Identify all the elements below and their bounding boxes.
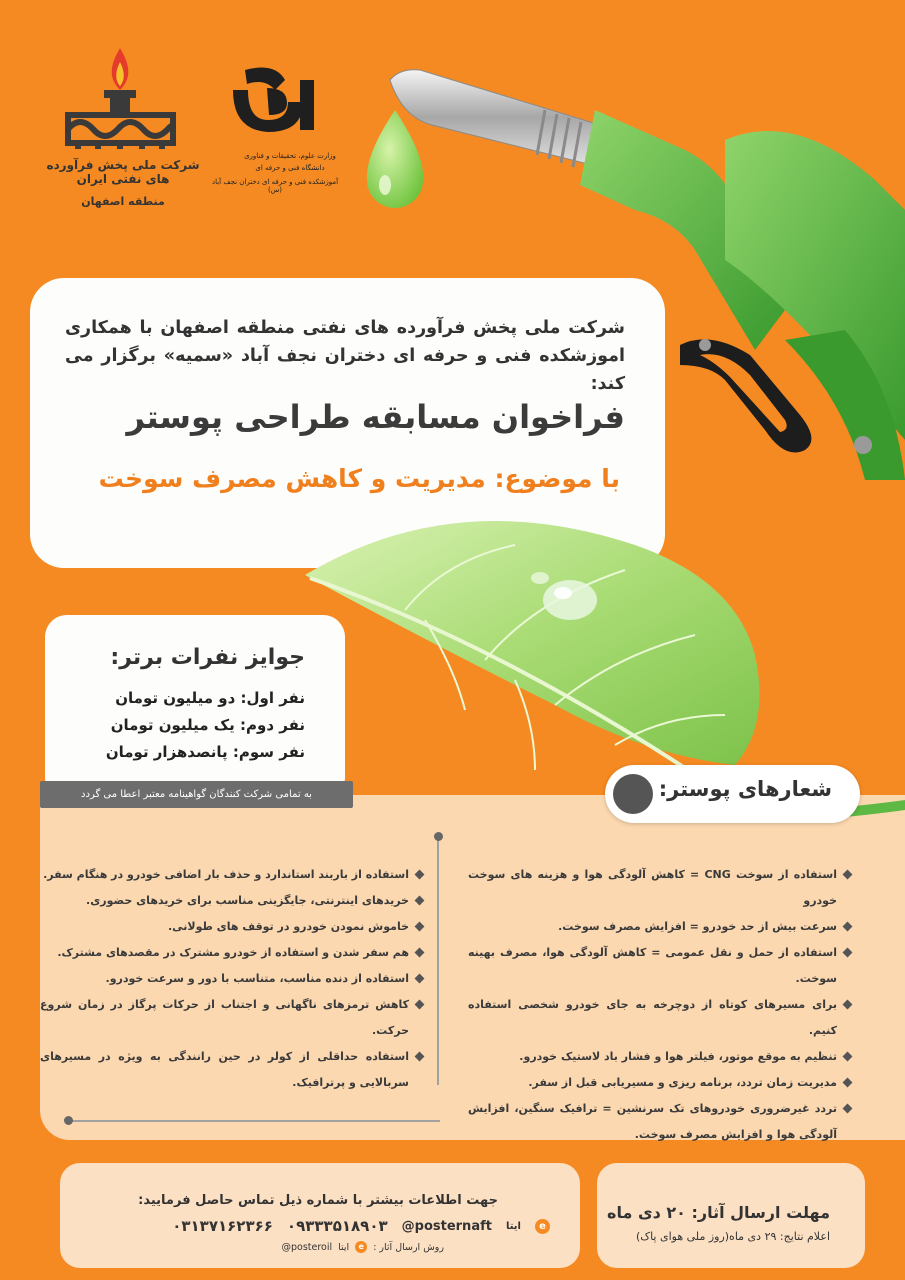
submission-deadline: مهلت ارسال آثار: ۲۰ دی ماه xyxy=(607,1203,830,1222)
intro-text: شرکت ملی پخش فرآورده های نفتی منطقه اصفهان با همکاری اموزشکده فنی و حرفه ای دختران نجف آباد «سمیه» برگزار می کند: xyxy=(65,318,625,394)
list-item: سرعت بیش از حد خودرو = افزایش مصرف سوخت. xyxy=(468,914,853,940)
list-item: استفاده از حمل و نقل عمومی = کاهش آلودگی هوا، مصرف بهینه سوخت. xyxy=(468,940,853,992)
list-item: هم سفر شدن و استفاده از خودرو مشترک در مقصدهای مشترک. xyxy=(40,940,425,966)
phone-landline[interactable]: ۰۳۱۳۷۱۶۲۳۶۶ xyxy=(172,1217,273,1235)
list-item: استفاده از باربند استاندارد و حذف بار اضافی خودرو در هنگام سفر. xyxy=(40,862,425,888)
list-item: خاموش نمودن خودرو در توقف های طولانی. xyxy=(40,914,425,940)
contact-card xyxy=(60,1163,580,1268)
eita-label: ایتا xyxy=(338,1241,350,1253)
prize-first: نفر اول: دو میلیون تومان xyxy=(115,689,305,707)
divider-dot xyxy=(64,1116,73,1125)
prize-second: نفر دوم: یک میلیون تومان xyxy=(110,716,305,734)
contact-numbers xyxy=(172,1217,550,1235)
eita-icon: e xyxy=(355,1241,367,1253)
deadline-card xyxy=(597,1163,865,1268)
tvu-line1: وزارت علوم، تحقیقات و فناوری xyxy=(244,152,336,160)
list-item: استفاده از سوخت CNG = کاهش آلودگی هوا و هزینه های سوخت خودرو xyxy=(468,862,853,914)
eita-id[interactable]: @posternaft xyxy=(401,1218,492,1234)
results-date: اعلام نتایج: ۲۹ دی ماه(روز ملی هوای پاک) xyxy=(635,1230,830,1243)
list-item: برای مسیرهای کوتاه از دوچرخه به جای خودرو شخصی استفاده کنیم. xyxy=(468,992,853,1044)
tvu-line2: دانشگاه فنی و حرفه ای xyxy=(255,164,325,172)
slogans-list-right xyxy=(468,862,853,1148)
prizes-card xyxy=(45,615,345,800)
column-divider xyxy=(437,835,439,1085)
slogans-title: شعارهای پوستر: xyxy=(658,777,832,801)
certificate-note: به تمامی شرکت کنندگان گواهینامه معتبر اعطا می گردد xyxy=(40,781,353,808)
send-id[interactable]: @posteroil xyxy=(281,1241,333,1253)
list-item: مدیریت زمان تردد، برنامه ریزی و مسیریابی قبل از سفر. xyxy=(468,1070,853,1096)
list-item: استفاده از دنده مناسب، متناسب با دور و سرعت خودرو. xyxy=(40,966,425,992)
nioc-name: شرکت ملی پخش فرآورده های نفتی ایران xyxy=(46,158,200,186)
bottom-divider xyxy=(70,1120,440,1122)
slogans-title-tag xyxy=(605,765,860,823)
send-method xyxy=(282,1241,445,1253)
nioc-region: منطقه اصفهان xyxy=(81,195,165,208)
prizes-list xyxy=(106,685,305,766)
slogans-list-left xyxy=(40,862,425,1096)
eita-label: ایتا xyxy=(505,1220,521,1232)
tvu-logo xyxy=(205,60,345,210)
send-label: روش ارسال آثار : xyxy=(373,1241,444,1253)
list-item: خریدهای اینترنتی، جایگزینی مناسب برای خریدهای حضوری. xyxy=(40,888,425,914)
list-item: استفاده حداقلی از کولر در حین رانندگی به ویژه در مسیرهای سربالایی و پرترافیک. xyxy=(40,1044,425,1096)
prize-third: نفر سوم: پانصدهزار تومان xyxy=(105,743,305,761)
tvu-line3: آموزشکده فنی و حرفه ای دختران نجف آباد (س) xyxy=(211,178,339,194)
subtitle: با موضوع: مدیریت و کاهش مصرف سوخت xyxy=(98,464,620,493)
tag-dot xyxy=(613,774,653,814)
eita-icon: e xyxy=(535,1219,550,1234)
contact-intro: جهت اطلاعات بیشتر با شماره ذیل تماس حاصل فرمایید: xyxy=(138,1193,498,1208)
list-item: تردد غیرضروری خودروهای تک سرنشین = ترافیک سنگین، افزایش آلودگی هوا و افزایش مصرف سوخت. xyxy=(468,1096,853,1148)
prizes-title: جوایز نفرات برتر: xyxy=(110,645,305,670)
list-item: کاهش ترمزهای ناگهانی و اجتناب از حرکات پرگاز در زمان شروع حرکت. xyxy=(40,992,425,1044)
nioc-logo xyxy=(38,40,203,220)
divider-dot xyxy=(434,832,443,841)
list-item: تنظیم به موقع موتور، فیلتر هوا و فشار باد لاستیک خودرو. xyxy=(468,1044,853,1070)
main-title: فراخوان مسابقه طراحی پوستر xyxy=(126,398,625,436)
phone-mobile[interactable]: ۰۹۳۳۳۵۱۸۹۰۳ xyxy=(286,1217,388,1235)
